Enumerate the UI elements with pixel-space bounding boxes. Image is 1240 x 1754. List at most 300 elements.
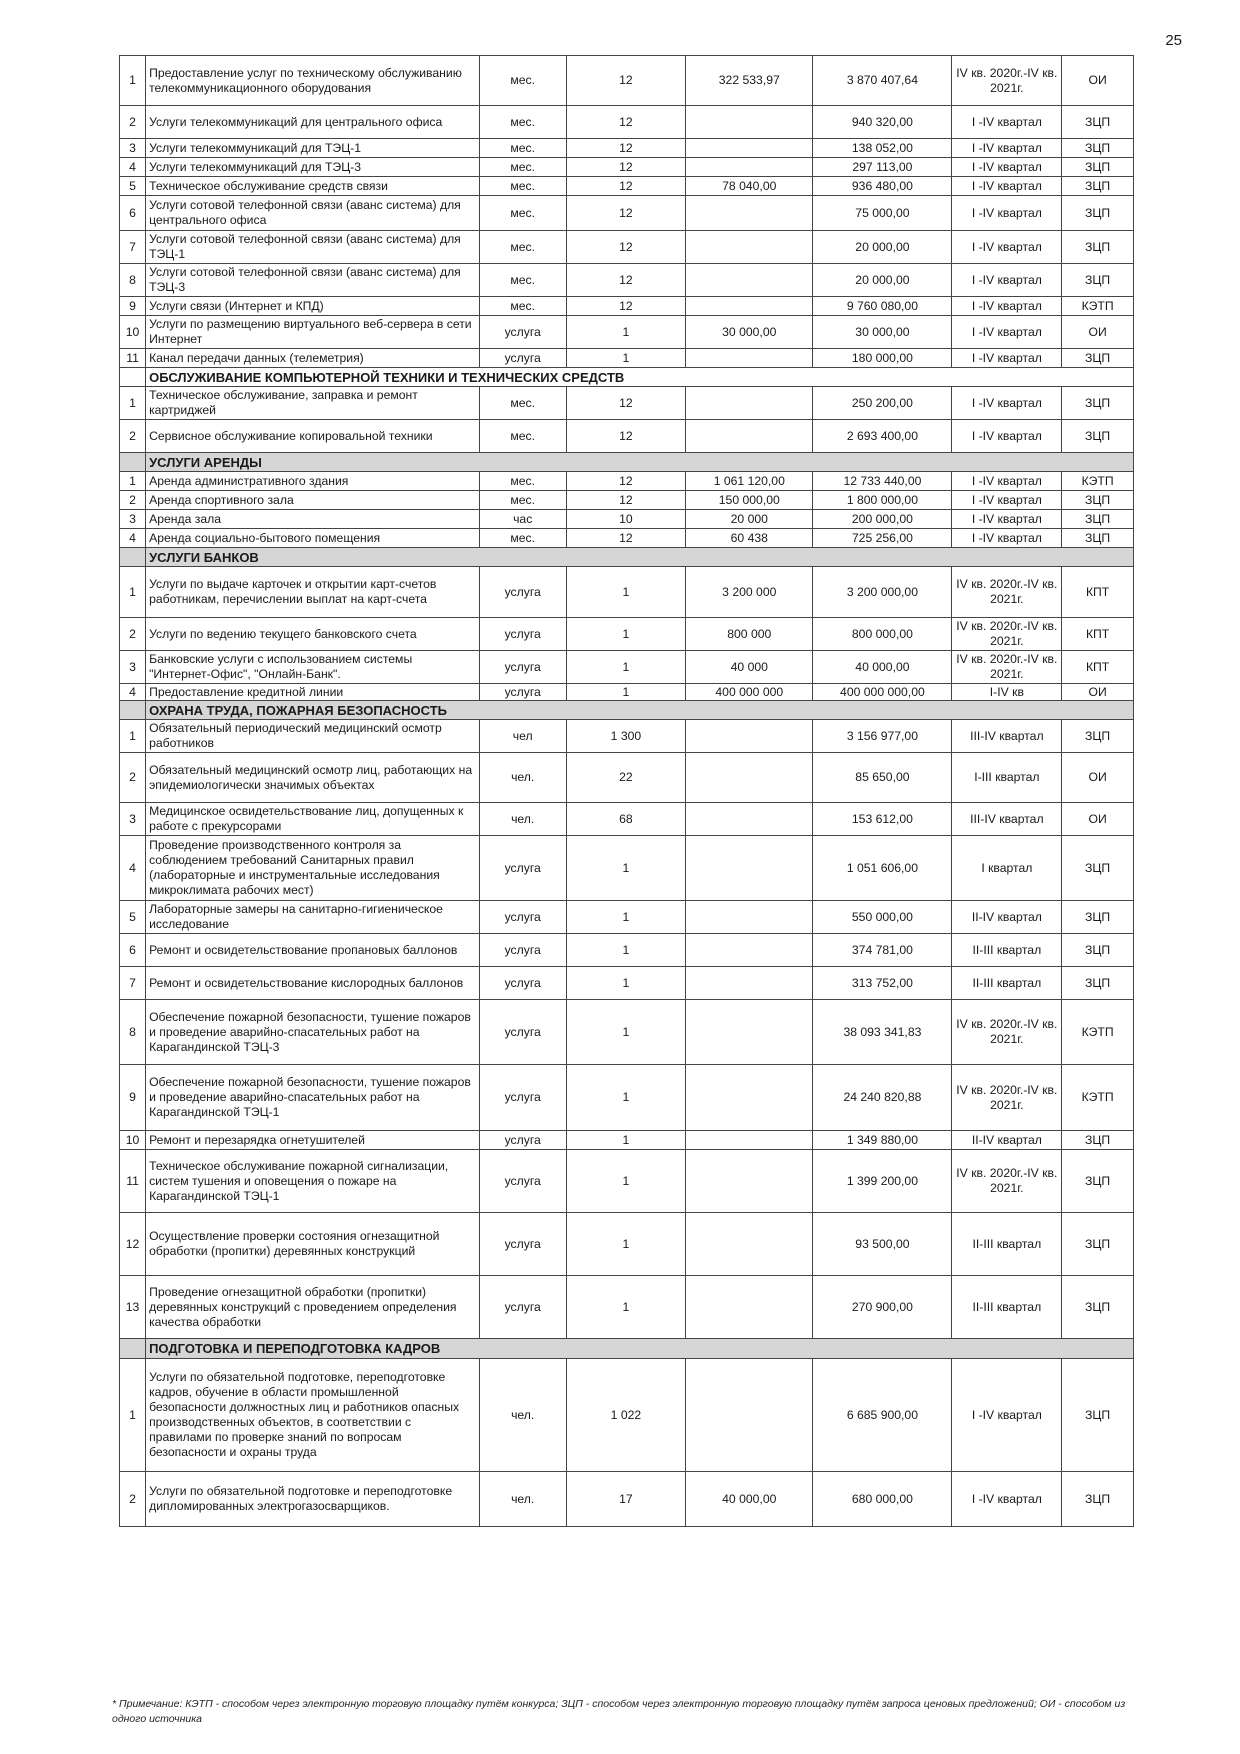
total-amount: 313 752,00 [813, 967, 952, 1000]
section-header-row [120, 453, 1134, 472]
procurement-period: I -IV квартал [952, 297, 1062, 316]
row-number: 8 [120, 1000, 146, 1065]
service-description: Банковские услуги с использованием системы "Интернет-Офис", "Онлайн-Банк". [146, 651, 480, 684]
row-number: 13 [120, 1276, 146, 1339]
unit-of-measure: мес. [479, 231, 566, 264]
procurement-method: ЗЦП [1062, 1131, 1134, 1150]
total-amount: 93 500,00 [813, 1213, 952, 1276]
row-number: 4 [120, 529, 146, 548]
unit-of-measure: час [479, 510, 566, 529]
table-row [120, 231, 1134, 264]
unit-of-measure: услуга [479, 349, 566, 368]
procurement-method: ЗЦП [1062, 901, 1134, 934]
row-number: 3 [120, 510, 146, 529]
unit-of-measure: услуга [479, 651, 566, 684]
unit-of-measure: услуга [479, 316, 566, 349]
service-description: Услуги по обязательной подготовке, переподготовке кадров, обучение в области промышленной безопасности должностных лиц и работников опасных производственных объектов, в соответствии с правилами по проверке знаний по вопросам безопасности и охраны труда [146, 1359, 480, 1472]
row-number: 11 [120, 1150, 146, 1213]
row-number: 3 [120, 651, 146, 684]
table-row [120, 297, 1134, 316]
procurement-method: ОИ [1062, 803, 1134, 836]
service-description: Ремонт и перезарядка огнетушителей [146, 1131, 480, 1150]
service-description: Аренда административного здания [146, 472, 480, 491]
procurement-method: ЗЦП [1062, 967, 1134, 1000]
unit-of-measure: мес. [479, 264, 566, 297]
quantity: 12 [566, 177, 686, 196]
total-amount: 138 052,00 [813, 139, 952, 158]
procurement-method: ЗЦП [1062, 529, 1134, 548]
service-description: Аренда спортивного зала [146, 491, 480, 510]
unit-of-measure: мес. [479, 106, 566, 139]
unit-of-measure: мес. [479, 387, 566, 420]
procurement-method: ЗЦП [1062, 510, 1134, 529]
footnote: * Примечание: КЭТП - способом через электронную торговую площадку путём конкурса; ЗЦП - способом через электронную торговую площадку путём запроса ценовых предложений; ОИ - способом из одного источника [112, 1698, 1126, 1725]
total-amount: 6 685 900,00 [813, 1359, 952, 1472]
unit-price: 60 438 [686, 529, 813, 548]
total-amount: 40 000,00 [813, 651, 952, 684]
section-title: ОХРАНА ТРУДА, ПОЖАРНАЯ БЕЗОПАСНОСТЬ [146, 701, 1134, 720]
quantity: 12 [566, 139, 686, 158]
unit-of-measure: чел. [479, 753, 566, 803]
section-blank-cell [120, 453, 146, 472]
procurement-period: I -IV квартал [952, 264, 1062, 297]
section-blank-cell [120, 1339, 146, 1359]
quantity: 1 [566, 901, 686, 934]
unit-price [686, 1150, 813, 1213]
unit-price [686, 231, 813, 264]
table-row [120, 1131, 1134, 1150]
service-description: Осуществление проверки состояния огнезащитной обработки (пропитки) деревянных конструкций [146, 1213, 480, 1276]
unit-of-measure: мес. [479, 529, 566, 548]
procurement-period: IV кв. 2020г.-IV кв. 2021г. [952, 651, 1062, 684]
procurement-period: I -IV квартал [952, 196, 1062, 231]
procurement-method: КПТ [1062, 567, 1134, 618]
unit-price: 78 040,00 [686, 177, 813, 196]
unit-price [686, 901, 813, 934]
unit-price: 3 200 000 [686, 567, 813, 618]
procurement-method: ЗЦП [1062, 836, 1134, 901]
service-description: Услуги телекоммуникаций для центрального офиса [146, 106, 480, 139]
total-amount: 250 200,00 [813, 387, 952, 420]
table-row [120, 56, 1134, 106]
unit-of-measure: чел. [479, 1472, 566, 1527]
procurement-method: ЗЦП [1062, 158, 1134, 177]
table-row [120, 901, 1134, 934]
row-number: 1 [120, 720, 146, 753]
service-description: Техническое обслуживание, заправка и ремонт картриджей [146, 387, 480, 420]
row-number: 2 [120, 491, 146, 510]
unit-of-measure: услуга [479, 1213, 566, 1276]
service-description: Ремонт и освидетельствование пропановых баллонов [146, 934, 480, 967]
row-number: 3 [120, 803, 146, 836]
total-amount: 297 113,00 [813, 158, 952, 177]
total-amount: 2 693 400,00 [813, 420, 952, 453]
procurement-period: I -IV квартал [952, 420, 1062, 453]
unit-of-measure: мес. [479, 491, 566, 510]
procurement-method: ОИ [1062, 753, 1134, 803]
unit-of-measure: мес. [479, 420, 566, 453]
row-number: 1 [120, 1359, 146, 1472]
quantity: 12 [566, 158, 686, 177]
quantity: 1 [566, 934, 686, 967]
procurement-period: IV кв. 2020г.-IV кв. 2021г. [952, 618, 1062, 651]
total-amount: 85 650,00 [813, 753, 952, 803]
unit-of-measure: мес. [479, 297, 566, 316]
service-description: Техническое обслуживание пожарной сигнализации, систем тушения и оповещения о пожаре на Карагандинской ТЭЦ-1 [146, 1150, 480, 1213]
procurement-method: КПТ [1062, 618, 1134, 651]
service-description: Предоставление кредитной линии [146, 684, 480, 701]
table-row [120, 720, 1134, 753]
procurement-period: I -IV квартал [952, 349, 1062, 368]
procurement-method: ОИ [1062, 316, 1134, 349]
unit-price [686, 158, 813, 177]
quantity: 68 [566, 803, 686, 836]
unit-price [686, 1276, 813, 1339]
procurement-period: III-IV квартал [952, 720, 1062, 753]
service-description: Лабораторные замеры на санитарно-гигиеническое исследование [146, 901, 480, 934]
unit-of-measure: мес. [479, 472, 566, 491]
unit-price [686, 387, 813, 420]
row-number: 9 [120, 1065, 146, 1131]
total-amount: 1 399 200,00 [813, 1150, 952, 1213]
row-number: 7 [120, 967, 146, 1000]
total-amount: 9 760 080,00 [813, 297, 952, 316]
procurement-period: IV кв. 2020г.-IV кв. 2021г. [952, 1000, 1062, 1065]
quantity: 1 022 [566, 1359, 686, 1472]
row-number: 2 [120, 753, 146, 803]
total-amount: 400 000 000,00 [813, 684, 952, 701]
quantity: 1 [566, 967, 686, 1000]
procurement-period: IV кв. 2020г.-IV кв. 2021г. [952, 1150, 1062, 1213]
row-number: 10 [120, 1131, 146, 1150]
total-amount: 30 000,00 [813, 316, 952, 349]
unit-of-measure: услуга [479, 1131, 566, 1150]
procurement-method: ЗЦП [1062, 349, 1134, 368]
procurement-period: II-III квартал [952, 934, 1062, 967]
unit-of-measure: мес. [479, 139, 566, 158]
unit-price [686, 1359, 813, 1472]
service-description: Обязательный периодический медицинский осмотр работников [146, 720, 480, 753]
table-row [120, 753, 1134, 803]
row-number: 1 [120, 567, 146, 618]
procurement-method: ЗЦП [1062, 139, 1134, 158]
unit-of-measure: услуга [479, 1150, 566, 1213]
procurement-period: III-IV квартал [952, 803, 1062, 836]
procurement-method: ЗЦП [1062, 106, 1134, 139]
service-description: Техническое обслуживание средств связи [146, 177, 480, 196]
unit-price [686, 196, 813, 231]
procurement-period: I -IV квартал [952, 316, 1062, 349]
unit-of-measure: услуга [479, 934, 566, 967]
quantity: 1 [566, 316, 686, 349]
quantity: 1 [566, 1065, 686, 1131]
quantity: 12 [566, 196, 686, 231]
unit-price [686, 836, 813, 901]
row-number: 12 [120, 1213, 146, 1276]
section-header-row [120, 368, 1134, 387]
unit-price: 20 000 [686, 510, 813, 529]
row-number: 1 [120, 387, 146, 420]
service-description: Медицинское освидетельствование лиц, допущенных к работе с прекурсорами [146, 803, 480, 836]
unit-price: 1 061 120,00 [686, 472, 813, 491]
quantity: 1 [566, 651, 686, 684]
procurement-method: ЗЦП [1062, 196, 1134, 231]
procurement-period: I -IV квартал [952, 387, 1062, 420]
service-description: Обеспечение пожарной безопасности, тушение пожаров и проведение аварийно-спасательных работ на Карагандинской ТЭЦ-1 [146, 1065, 480, 1131]
procurement-period: I -IV квартал [952, 472, 1062, 491]
quantity: 22 [566, 753, 686, 803]
procurement-period: II-III квартал [952, 1276, 1062, 1339]
procurement-period: I -IV квартал [952, 139, 1062, 158]
procurement-period: I-IV кв [952, 684, 1062, 701]
table-row [120, 349, 1134, 368]
procurement-period: II-IV квартал [952, 1131, 1062, 1150]
unit-price [686, 753, 813, 803]
procurement-method: ЗЦП [1062, 264, 1134, 297]
procurement-period: II-III квартал [952, 967, 1062, 1000]
procurement-table [119, 55, 1134, 1527]
procurement-period: I квартал [952, 836, 1062, 901]
procurement-period: I-III квартал [952, 753, 1062, 803]
row-number: 2 [120, 420, 146, 453]
section-blank-cell [120, 368, 146, 387]
row-number: 2 [120, 1472, 146, 1527]
table-row [120, 139, 1134, 158]
unit-price [686, 264, 813, 297]
total-amount: 725 256,00 [813, 529, 952, 548]
quantity: 12 [566, 264, 686, 297]
table-row [120, 651, 1134, 684]
service-description: Услуги телекоммуникаций для ТЭЦ-3 [146, 158, 480, 177]
unit-price [686, 420, 813, 453]
unit-of-measure: услуга [479, 1000, 566, 1065]
section-blank-cell [120, 548, 146, 567]
table-row [120, 1472, 1134, 1527]
procurement-period: IV кв. 2020г.-IV кв. 2021г. [952, 56, 1062, 106]
procurement-period: II-IV квартал [952, 901, 1062, 934]
unit-price [686, 720, 813, 753]
procurement-method: ЗЦП [1062, 1359, 1134, 1472]
procurement-method: КЭТП [1062, 297, 1134, 316]
unit-price: 40 000,00 [686, 1472, 813, 1527]
unit-price [686, 106, 813, 139]
procurement-method: ОИ [1062, 56, 1134, 106]
quantity: 12 [566, 56, 686, 106]
table-row [120, 618, 1134, 651]
procurement-period: I -IV квартал [952, 1472, 1062, 1527]
table-row [120, 1213, 1134, 1276]
row-number: 2 [120, 618, 146, 651]
procurement-method: КЭТП [1062, 1000, 1134, 1065]
quantity: 1 [566, 1150, 686, 1213]
table-row [120, 684, 1134, 701]
procurement-method: ЗЦП [1062, 231, 1134, 264]
table-row [120, 1065, 1134, 1131]
quantity: 12 [566, 297, 686, 316]
service-description: Ремонт и освидетельствование кислородных баллонов [146, 967, 480, 1000]
table-row [120, 967, 1134, 1000]
total-amount: 374 781,00 [813, 934, 952, 967]
quantity: 1 [566, 684, 686, 701]
procurement-method: ЗЦП [1062, 1213, 1134, 1276]
table-row [120, 1359, 1134, 1472]
procurement-period: I -IV квартал [952, 1359, 1062, 1472]
unit-of-measure: мес. [479, 177, 566, 196]
procurement-period: I -IV квартал [952, 158, 1062, 177]
procurement-method: ЗЦП [1062, 420, 1134, 453]
procurement-method: КЭТП [1062, 472, 1134, 491]
quantity: 1 [566, 618, 686, 651]
quantity: 1 [566, 1131, 686, 1150]
row-number: 5 [120, 901, 146, 934]
table-row [120, 106, 1134, 139]
procurement-method: ЗЦП [1062, 1472, 1134, 1527]
table-row [120, 934, 1134, 967]
quantity: 12 [566, 387, 686, 420]
total-amount: 550 000,00 [813, 901, 952, 934]
unit-price: 322 533,97 [686, 56, 813, 106]
procurement-method: ЗЦП [1062, 491, 1134, 510]
quantity: 17 [566, 1472, 686, 1527]
quantity: 12 [566, 231, 686, 264]
total-amount: 180 000,00 [813, 349, 952, 368]
section-title: ПОДГОТОВКА И ПЕРЕПОДГОТОВКА КАДРОВ [146, 1339, 1134, 1359]
table-row [120, 387, 1134, 420]
total-amount: 3 870 407,64 [813, 56, 952, 106]
total-amount: 940 320,00 [813, 106, 952, 139]
service-description: Услуги сотовой телефонной связи (аванс система) для ТЭЦ-1 [146, 231, 480, 264]
section-header-row [120, 548, 1134, 567]
service-description: Проведение производственного контроля за соблюдением требований Санитарных правил (лабораторные и инструментальные исследования микроклимата рабочих мест) [146, 836, 480, 901]
row-number: 8 [120, 264, 146, 297]
total-amount: 3 200 000,00 [813, 567, 952, 618]
procurement-period: I -IV квартал [952, 106, 1062, 139]
service-description: Услуги по размещению виртуального веб-сервера в сети Интернет [146, 316, 480, 349]
unit-price [686, 297, 813, 316]
total-amount: 200 000,00 [813, 510, 952, 529]
unit-price: 800 000 [686, 618, 813, 651]
row-number: 3 [120, 139, 146, 158]
total-amount: 680 000,00 [813, 1472, 952, 1527]
unit-of-measure: мес. [479, 56, 566, 106]
procurement-period: II-III квартал [952, 1213, 1062, 1276]
total-amount: 24 240 820,88 [813, 1065, 952, 1131]
service-description: Услуги связи (Интернет и КПД) [146, 297, 480, 316]
section-header-row [120, 701, 1134, 720]
unit-of-measure: услуга [479, 1065, 566, 1131]
service-description: Услуги сотовой телефонной связи (аванс система) для ТЭЦ-3 [146, 264, 480, 297]
table-row [120, 420, 1134, 453]
procurement-period: I -IV квартал [952, 510, 1062, 529]
total-amount: 3 156 977,00 [813, 720, 952, 753]
total-amount: 1 051 606,00 [813, 836, 952, 901]
total-amount: 1 800 000,00 [813, 491, 952, 510]
unit-of-measure: услуга [479, 836, 566, 901]
quantity: 12 [566, 472, 686, 491]
unit-of-measure: чел. [479, 1359, 566, 1472]
service-description: Услуги по выдаче карточек и открытии карт-счетов работникам, перечислении выплат на карт-счета [146, 567, 480, 618]
service-description: Сервисное обслуживание копировальной техники [146, 420, 480, 453]
service-description: Обеспечение пожарной безопасности, тушение пожаров и проведение аварийно-спасательных работ на Карагандинской ТЭЦ-3 [146, 1000, 480, 1065]
table-row [120, 1150, 1134, 1213]
service-description: Обязательный медицинский осмотр лиц, работающих на эпидемиологически значимых объектах [146, 753, 480, 803]
row-number: 4 [120, 684, 146, 701]
total-amount: 75 000,00 [813, 196, 952, 231]
section-blank-cell [120, 701, 146, 720]
procurement-method: ЗЦП [1062, 720, 1134, 753]
row-number: 11 [120, 349, 146, 368]
section-title: УСЛУГИ БАНКОВ [146, 548, 1134, 567]
total-amount: 12 733 440,00 [813, 472, 952, 491]
total-amount: 800 000,00 [813, 618, 952, 651]
service-description: Услуги телекоммуникаций для ТЭЦ-1 [146, 139, 480, 158]
quantity: 1 [566, 1276, 686, 1339]
table-row [120, 472, 1134, 491]
total-amount: 38 093 341,83 [813, 1000, 952, 1065]
quantity: 10 [566, 510, 686, 529]
table-row [120, 316, 1134, 349]
unit-price: 150 000,00 [686, 491, 813, 510]
quantity: 1 [566, 349, 686, 368]
section-title: ОБСЛУЖИВАНИЕ КОМПЬЮТЕРНОЙ ТЕХНИКИ И ТЕХНИЧЕСКИХ СРЕДСТВ [146, 368, 1134, 387]
row-number: 10 [120, 316, 146, 349]
total-amount: 153 612,00 [813, 803, 952, 836]
quantity: 12 [566, 106, 686, 139]
procurement-method: ОИ [1062, 684, 1134, 701]
procurement-method: КПТ [1062, 651, 1134, 684]
section-header-row [120, 1339, 1134, 1359]
unit-price: 40 000 [686, 651, 813, 684]
service-description: Услуги сотовой телефонной связи (аванс система) для центрального офиса [146, 196, 480, 231]
row-number: 1 [120, 56, 146, 106]
table-row [120, 158, 1134, 177]
unit-of-measure: услуга [479, 967, 566, 1000]
procurement-method: ЗЦП [1062, 1276, 1134, 1339]
procurement-period: IV кв. 2020г.-IV кв. 2021г. [952, 567, 1062, 618]
unit-price [686, 1065, 813, 1131]
total-amount: 20 000,00 [813, 264, 952, 297]
total-amount: 20 000,00 [813, 231, 952, 264]
row-number: 1 [120, 472, 146, 491]
service-description: Аренда социально-бытового помещения [146, 529, 480, 548]
quantity: 12 [566, 529, 686, 548]
service-description: Аренда зала [146, 510, 480, 529]
service-description: Услуги по обязательной подготовке и переподготовке дипломированных электрогазосварщиков. [146, 1472, 480, 1527]
section-title: УСЛУГИ АРЕНДЫ [146, 453, 1134, 472]
table-row [120, 803, 1134, 836]
quantity: 1 [566, 567, 686, 618]
procurement-period: I -IV квартал [952, 491, 1062, 510]
procurement-method: ЗЦП [1062, 387, 1134, 420]
table-row [120, 177, 1134, 196]
quantity: 12 [566, 420, 686, 453]
procurement-method: ЗЦП [1062, 1150, 1134, 1213]
unit-price [686, 803, 813, 836]
unit-of-measure: чел. [479, 803, 566, 836]
unit-price [686, 1000, 813, 1065]
table-row [120, 567, 1134, 618]
service-description: Канал передачи данных (телеметрия) [146, 349, 480, 368]
unit-of-measure: чел [479, 720, 566, 753]
procurement-period: I -IV квартал [952, 231, 1062, 264]
table-row [120, 510, 1134, 529]
service-description: Проведение огнезащитной обработки (пропитки) деревянных конструкций с проведением определения качества обработки [146, 1276, 480, 1339]
procurement-method: КЭТП [1062, 1065, 1134, 1131]
row-number: 2 [120, 106, 146, 139]
unit-of-measure: услуга [479, 684, 566, 701]
table-row [120, 529, 1134, 548]
row-number: 4 [120, 158, 146, 177]
